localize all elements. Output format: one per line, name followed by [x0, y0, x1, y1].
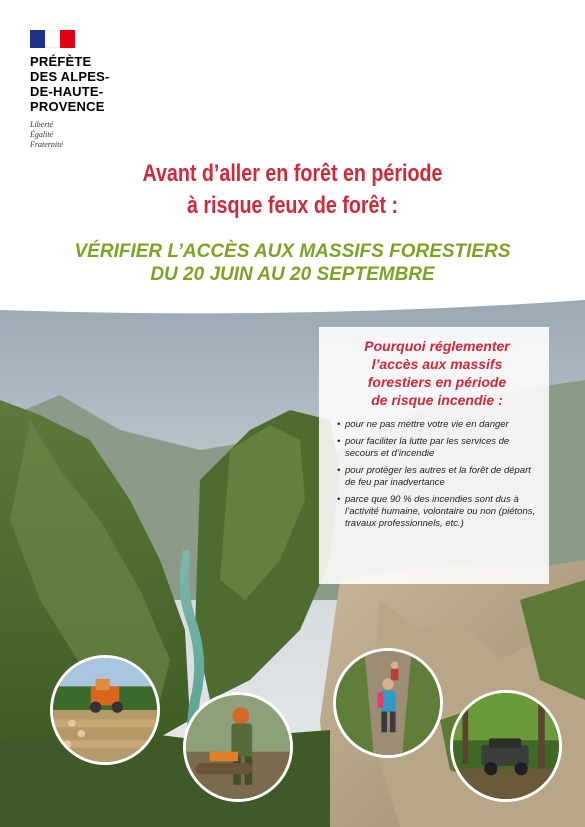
info-box: [319, 327, 549, 584]
prefecture-name: PRÉFÈTE DES ALPES- DE-HAUTE- PROVENCE: [30, 54, 110, 114]
hikers-photo: [333, 648, 443, 758]
info-title: Pourquoi réglementer l’accès aux massifs forestiers en période de risque incendie :: [364, 338, 510, 408]
list-item: • pour faciliter la lutte par les services de secours et d’incendie: [337, 436, 537, 460]
prefecture-header: [30, 30, 180, 150]
chainsaw-worker-photo: [183, 692, 293, 802]
main-title: Avant d’aller en forêt en période à risque feux de forêt :: [142, 160, 443, 219]
subtitle: VÉRIFIER L’ACCÈS AUX MASSIFS FORESTIERS DU 20 JUIN AU 20 SEPTEMBRE: [74, 241, 511, 285]
republic-motto: Liberté Égalité Fraternité: [30, 120, 63, 149]
offroad-vehicle-photo: [450, 690, 562, 802]
republic-flag-logo: [30, 30, 75, 48]
hikers-image: [336, 651, 440, 755]
list-item: • pour ne pas mettre votre vie en danger: [337, 419, 537, 431]
chainsaw-worker-image: [186, 695, 290, 799]
logging-machine-image: [53, 658, 157, 762]
offroad-vehicle-image: [453, 693, 559, 799]
list-item: • pour protéger les autres et la forêt de départ de feu par inadvertance: [337, 465, 537, 489]
reasons-list: [337, 419, 537, 530]
logging-photo: [50, 655, 160, 765]
list-item: • parce que 90 % des incendies sont dus à l’activité humaine, volontaire ou non (piétons, travaux professionnels, etc.): [337, 494, 537, 530]
